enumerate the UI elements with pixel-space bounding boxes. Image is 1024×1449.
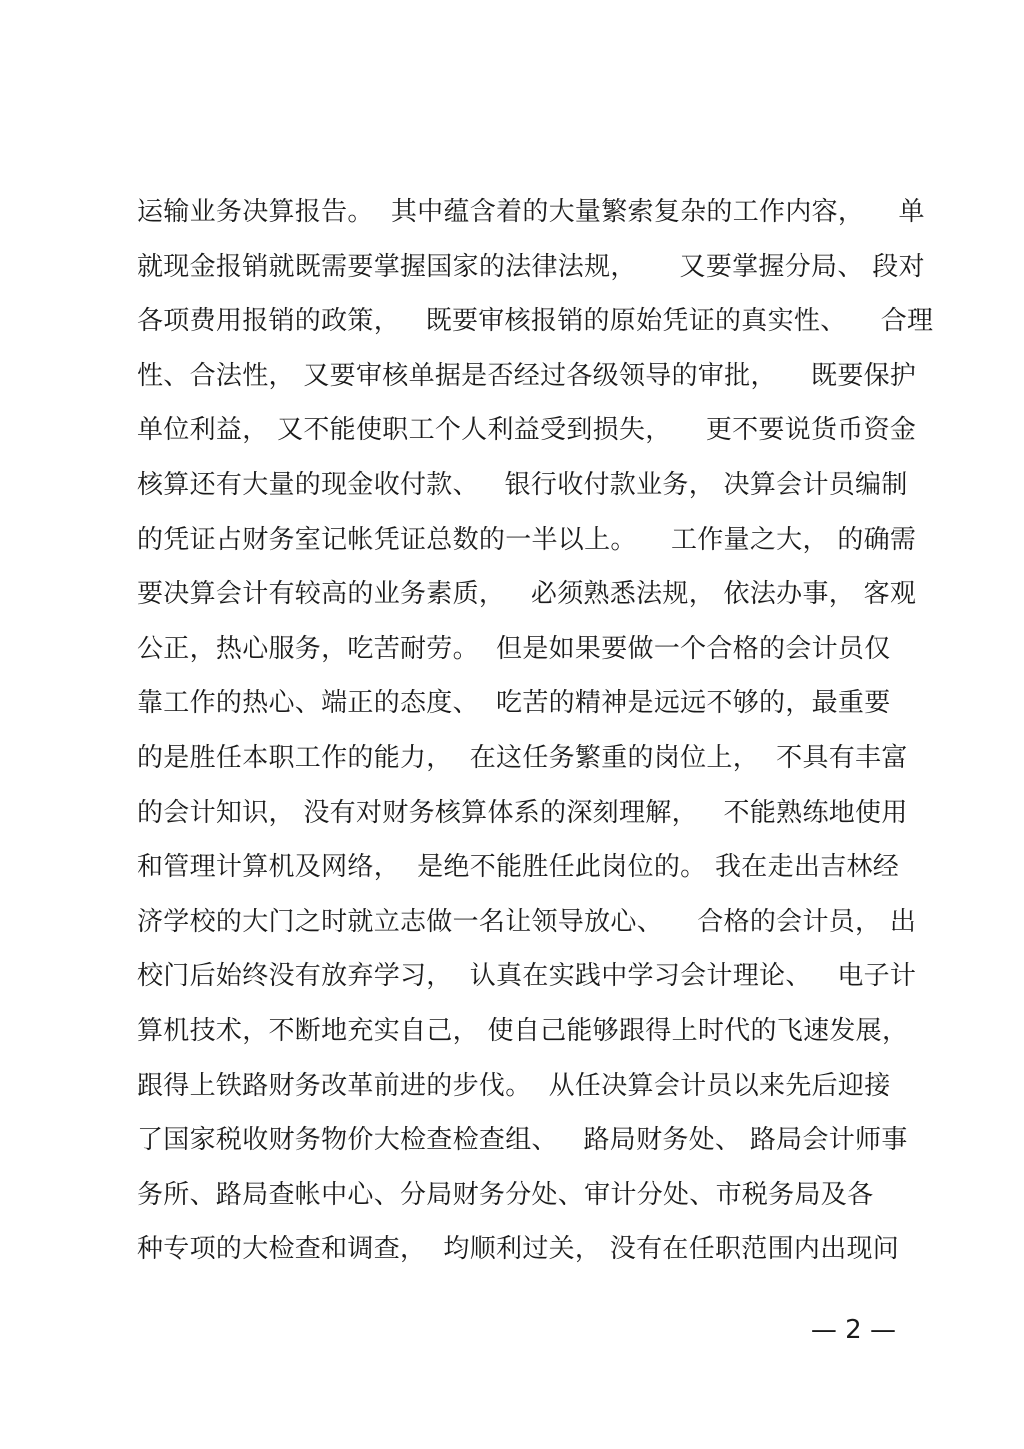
text-line: 的是胜任本职工作的能力， 在这任务繁重的岗位上， 不具有丰富: [137, 742, 908, 773]
text-line: 就现金报销就既需要掌握国家的法律法规， 又要掌握分局、 段对: [137, 251, 925, 282]
text-line: 各项费用报销的政策， 既要审核报销的原始凭证的真实性、 合理: [137, 306, 934, 337]
text-line: 公正，热心服务，吃苦耐劳。 但是如果要做一个合格的会计员仅: [137, 633, 891, 664]
text-line: 济学校的大门之时就立志做一名让领导放心、 合格的会计员， 出: [137, 906, 917, 937]
text-line: 跟得上铁路财务改革前进的步伐。 从任决算会计员以来先后迎接: [137, 1070, 891, 1101]
text-line: 要决算会计有较高的业务素质， 必须熟悉法规， 依法办事， 客观: [137, 579, 917, 610]
text-line: 校门后始终没有放弃学习， 认真在实践中学习会计理论、 电子计: [137, 961, 917, 992]
text-line: 单位利益， 又不能使职工个人利益受到损失， 更不要说货币资金: [137, 415, 917, 446]
body-text: [137, 185, 934, 1277]
text-line: 核算还有大量的现金收付款、 银行收付款业务， 决算会计员编制: [137, 469, 908, 500]
text-line: 种专项的大检查和调查， 均顺利过关， 没有在任职范围内出现问: [137, 1234, 900, 1265]
text-line: 和管理计算机及网络， 是绝不能胜任此岗位的。 我在走出吉林经: [137, 852, 900, 883]
text-line: 的凭证占财务室记帐凭证总数的一半以上。 工作量之大， 的确需: [137, 524, 917, 555]
text-line: 了国家税收财务物价大检查检查组、 路局财务处、 路局会计师事: [137, 1125, 908, 1156]
text-line: 务所、路局查帐中心、分局财务分处、审计分处、市税务局及各: [137, 1179, 874, 1210]
text-line: 运输业务决算报告。 其中蕴含着的大量繁索复杂的工作内容， 单: [137, 197, 925, 227]
text-line: 算机技术，不断地充实自己， 使自己能够跟得上时代的飞速发展，: [137, 1015, 909, 1046]
text-line: 性、合法性， 又要审核单据是否经过各级领导的审批， 既要保护: [137, 360, 917, 391]
text-line: 的会计知识， 没有对财务核算体系的深刻理解， 不能熟练地使用: [137, 797, 908, 828]
page-number: — 2 —: [810, 1315, 896, 1345]
text-line: 靠工作的热心、端正的态度、 吃苦的精神是远远不够的，最重要: [137, 688, 891, 719]
